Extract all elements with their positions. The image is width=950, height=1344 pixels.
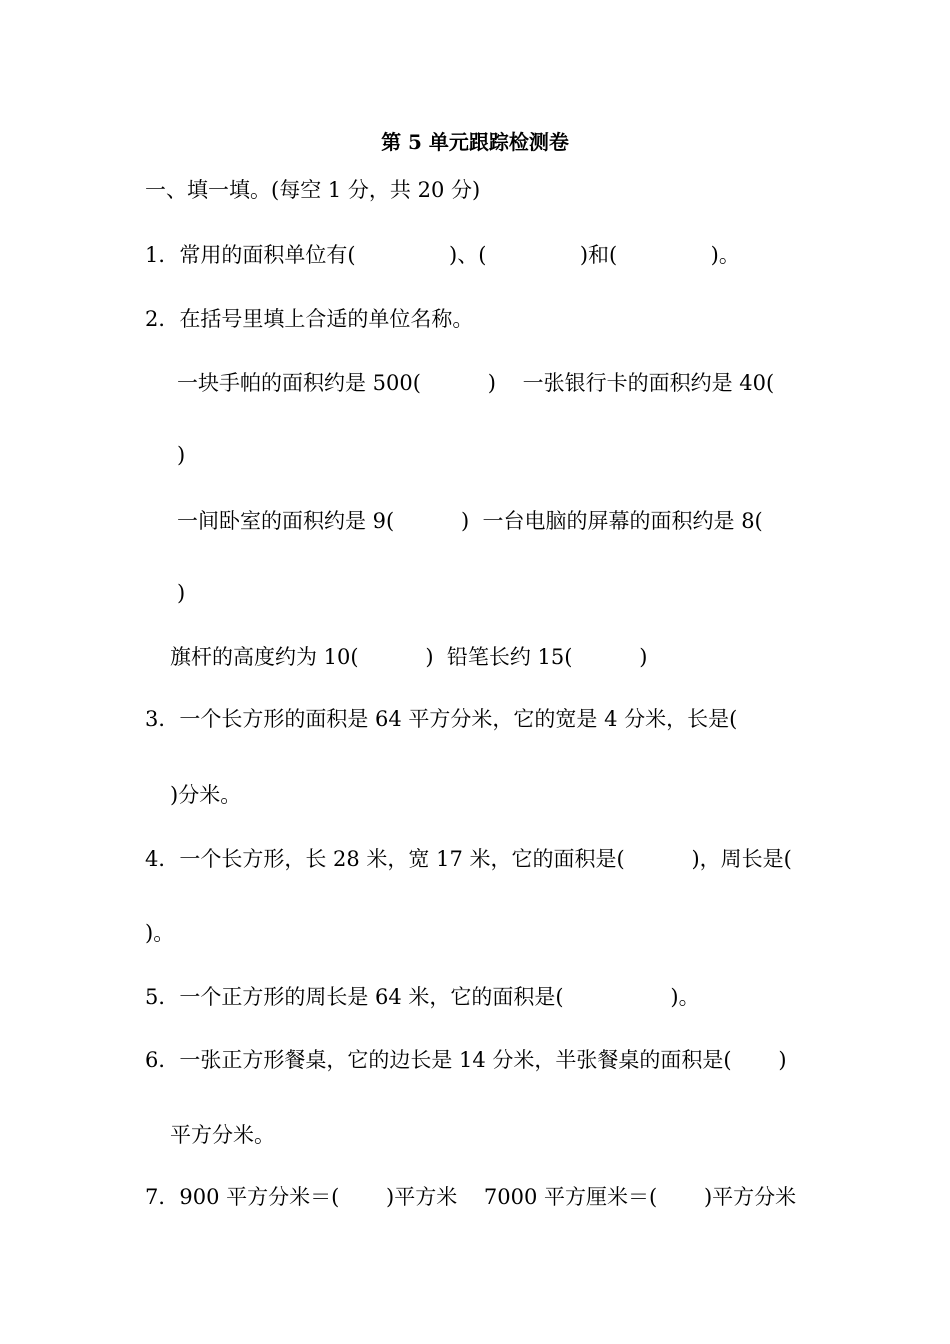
question-2-line-continuation-2: ) <box>177 581 186 605</box>
question-2: 2．在括号里填上合适的单位名称。 <box>145 307 474 331</box>
question-4: 4．一个长方形，长 28 米，宽 17 米，它的面积是( )，周长是( <box>145 847 792 871</box>
question-1: 1．常用的面积单位有( )、( )和( )。 <box>145 243 740 267</box>
question-4-continuation: )。 <box>145 921 175 945</box>
question-2-line-bedroom: 一间卧室的面积约是 9( ) 一台电脑的屏幕的面积约是 8( <box>177 509 763 533</box>
question-3-continuation: )分米。 <box>170 783 242 807</box>
question-2-line-continuation-1: ) <box>177 443 186 467</box>
question-6-continuation: 平方分米。 <box>170 1123 275 1147</box>
question-5: 5．一个正方形的周长是 64 米，它的面积是( )。 <box>145 985 700 1009</box>
page-title: 第 5 单元跟踪检测卷 <box>381 130 569 154</box>
question-2-line-handkerchief: 一块手帕的面积约是 500( ) 一张银行卡的面积约是 40( <box>177 371 775 395</box>
question-2-line-flagpole: 旗杆的高度约为 10( ) 铅笔长约 15( ) <box>170 645 648 669</box>
question-3: 3．一个长方形的面积是 64 平方分米，它的宽是 4 分米，长是( <box>145 707 738 731</box>
section-heading: 一、填一填。(每空 1 分，共 20 分) <box>145 178 481 202</box>
question-7: 7．900 平方分米＝( )平方米 7000 平方厘米＝( )平方分米 <box>145 1185 797 1209</box>
question-6: 6．一张正方形餐桌，它的边长是 14 分米，半张餐桌的面积是( ) <box>145 1048 787 1072</box>
